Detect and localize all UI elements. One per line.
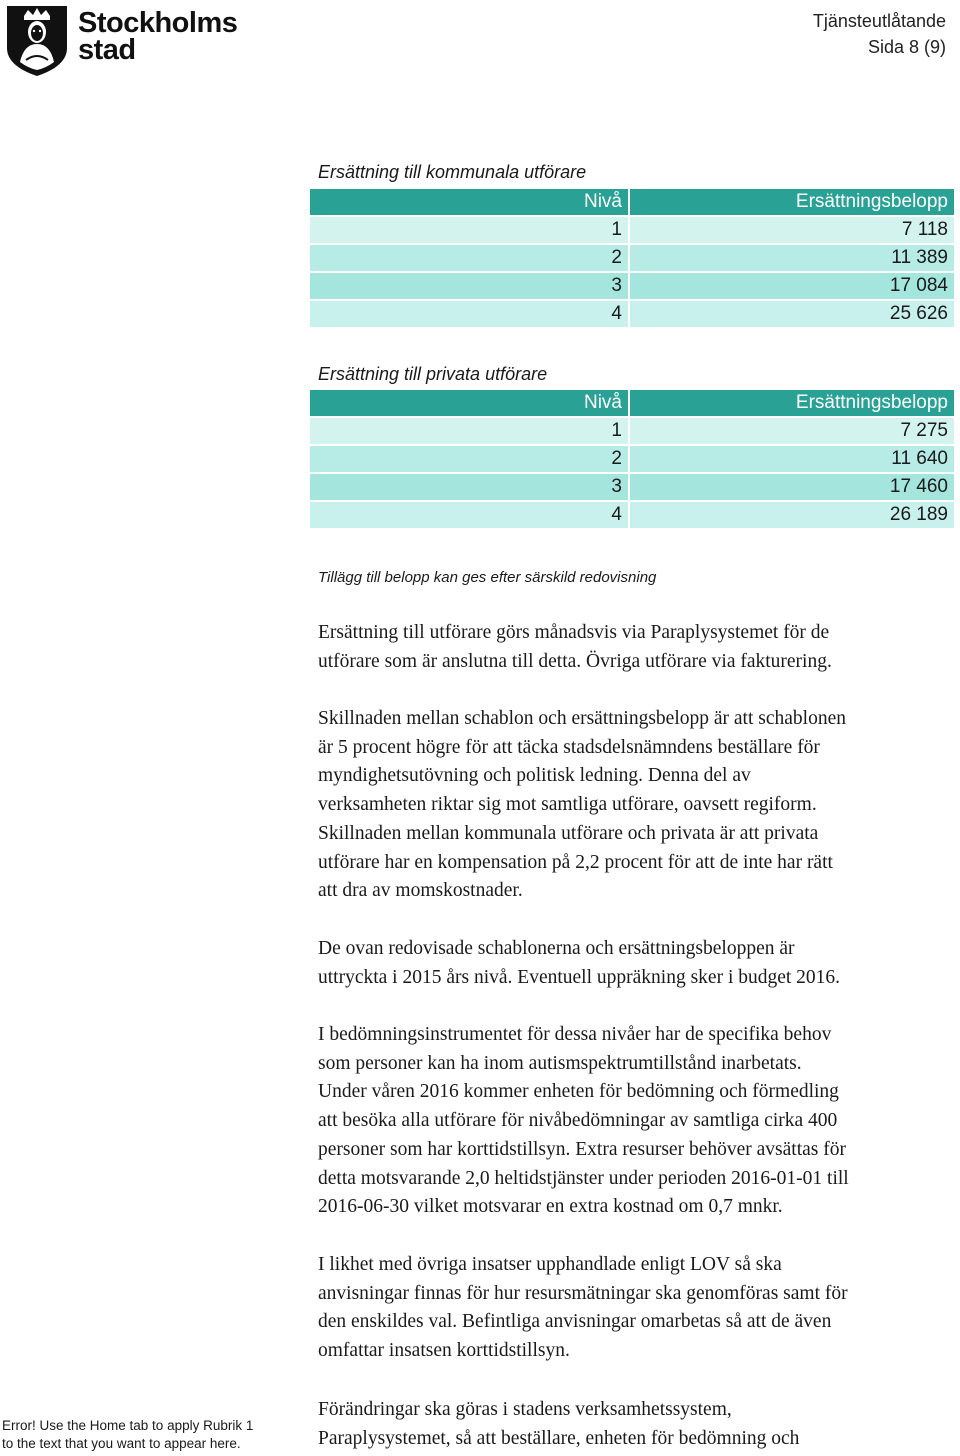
amount-cell: 11 389 (630, 245, 954, 271)
supplement-note: Tillägg till belopp kan ges efter särskild redovisning (318, 569, 657, 586)
paragraph-assessment (318, 1021, 952, 1222)
table-row (310, 446, 954, 472)
text-line: är 5 procent högre för att täcka stadsdelsnämndens beställare för (318, 736, 820, 758)
level-cell: 2 (310, 446, 628, 472)
level-cell: 4 (310, 301, 628, 327)
footer-error-line: to the text that you want to appear here. (2, 1436, 241, 1451)
text-line: som personer kan ha inom autismspektrumtillstånd inarbetats. (318, 1052, 802, 1074)
footer-field-error (2, 1417, 253, 1453)
level-cell: 1 (310, 217, 628, 243)
paragraph-price-level (318, 935, 952, 992)
text-line: den enskildes val. Befintliga anvisningar omarbetas så att de även (318, 1311, 832, 1333)
text-line: I bedömningsinstrumentet för dessa nivåer har de specifika behov (318, 1024, 832, 1045)
column-header-amount: Ersättningsbelopp (630, 189, 954, 215)
text-line: De ovan redovisade schablonerna och ersättningsbeloppen är (318, 938, 795, 959)
table-row (310, 217, 954, 243)
table-row (310, 418, 954, 444)
amount-cell: 7 275 (630, 418, 954, 444)
document-type: Tjänsteutlåtande (812, 11, 946, 31)
text-line: Paraplysystemet, så att beställare, enheten för bedömning och (318, 1427, 800, 1449)
table-row (310, 474, 954, 500)
text-line: Förändringar ska göras i stadens verksamhetssystem, (318, 1399, 732, 1420)
text-line: att dra av momskostnader. (318, 880, 523, 902)
text-line: anvisningar finnas för hur resursmätningar ska genomföras samt för (318, 1282, 848, 1304)
table-row (310, 301, 954, 327)
level-cell: 1 (310, 418, 628, 444)
table-caption-private: Ersättning till privata utförare (318, 364, 548, 384)
text-line: utförare som är anslutna till detta. Övriga utförare via fakturering. (318, 650, 832, 672)
level-cell: 3 (310, 273, 628, 299)
paragraph-changes (318, 1396, 952, 1453)
amount-cell: 11 640 (630, 446, 954, 472)
city-emblem-icon (4, 2, 70, 78)
stockholm-logo (4, 2, 238, 80)
column-header-level: Nivå (310, 189, 628, 215)
column-header-level: Nivå (310, 390, 628, 416)
paragraph-lov (318, 1251, 952, 1366)
footer-error-line: Error! Use the Home tab to apply Rubrik 1 (2, 1418, 254, 1433)
amount-cell: 25 626 (630, 301, 954, 327)
amount-cell: 17 084 (630, 273, 954, 299)
text-line: Skillnaden mellan schablon och ersättningsbelopp är att schablonen (318, 708, 846, 729)
text-line: detta motsvarande 2,0 heltidstjänster under perioden 2016-01-01 till (318, 1167, 849, 1189)
text-line: Skillnaden mellan kommunala utförare och privata är att privata (318, 822, 819, 844)
text-line: utförare har en kompensation på 2,2 procent för att de inte har rätt (318, 851, 833, 873)
table-caption-municipal: Ersättning till kommunala utförare (318, 162, 587, 182)
text-line: att besöka alla utförare för nivåbedömningar av samtliga cirka 400 (318, 1110, 838, 1132)
text-line: I likhet med övriga insatser upphandlade enligt LOV så ska (318, 1254, 782, 1275)
table-private-compensation (310, 390, 954, 530)
table-municipal-compensation (310, 189, 954, 329)
table-row (310, 245, 954, 271)
text-line: verksamheten riktar sig mot samtliga utförare, oavsett regiform. (318, 794, 817, 816)
table-header-row (310, 390, 954, 416)
text-line: Ersättning till utförare görs månadsvis via Paraplysystemet för de (318, 622, 830, 643)
logo-wordmark-line1: Stockholms (78, 7, 238, 39)
text-line: omfattar insatsen korttidstillsyn. (318, 1340, 570, 1362)
amount-cell: 17 460 (630, 474, 954, 500)
page-number: Sida 8 (9) (867, 37, 946, 57)
amount-cell: 7 118 (630, 217, 954, 243)
level-cell: 3 (310, 474, 628, 500)
table-header-row (310, 189, 954, 215)
column-header-amount: Ersättningsbelopp (630, 390, 954, 416)
text-line: myndighetsutövning och politisk ledning. Denna del av (318, 765, 751, 787)
level-cell: 4 (310, 502, 628, 528)
level-cell: 2 (310, 245, 628, 271)
paragraph-difference (318, 705, 952, 906)
table-row (310, 502, 954, 528)
paragraph-payment (318, 619, 952, 676)
text-line: uttryckta i 2015 års nivå. Eventuell uppräkning sker i budget 2016. (318, 966, 841, 988)
text-line: Under våren 2016 kommer enheten för bedömning och förmedling (318, 1081, 839, 1103)
text-line: 2016-06-30 vilket motsvarar en extra kostnad om 0,7 mnkr. (318, 1196, 783, 1218)
amount-cell: 26 189 (630, 502, 954, 528)
page-header-info (813, 8, 946, 60)
table-row (310, 273, 954, 299)
logo-wordmark-line2: stad (78, 34, 136, 66)
text-line: personer som har korttidstillsyn. Extra resurser behöver avsättas för (318, 1138, 846, 1160)
